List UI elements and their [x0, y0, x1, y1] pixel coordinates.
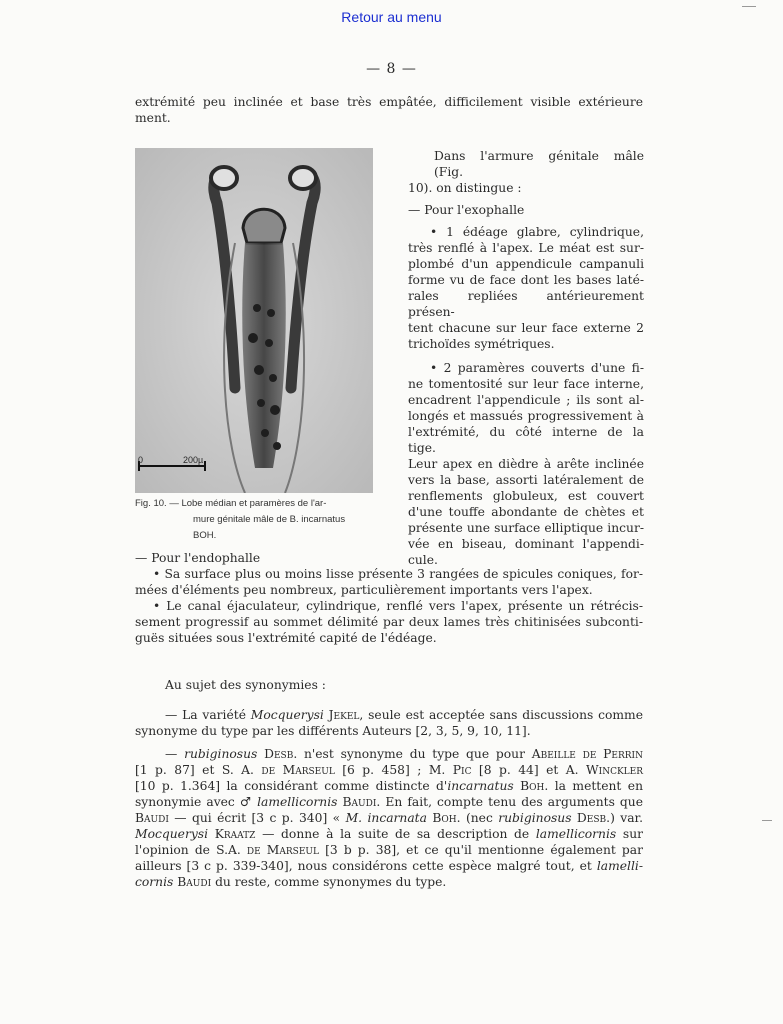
- intro-line-2: ment.: [135, 111, 171, 125]
- right-column: [408, 148, 644, 568]
- synonymies-heading: Au sujet des synonymies :: [165, 678, 326, 692]
- figure-caption-line-3: BOH.: [193, 530, 217, 541]
- endophalle-section: [135, 550, 643, 646]
- page-number: — 8 —: [366, 61, 417, 77]
- endophalle-bullet-1-line-2: mées d'éléments peu nombreux, particulièrement importants vers l'apex.: [135, 583, 593, 597]
- scan-mark-right: [762, 820, 772, 821]
- scale-zero: 0: [138, 455, 144, 465]
- exophalle-paragraph-2: • 2 paramères couverts d'une fi- ne tomentosité sur leur face interne, encadrent l'appendicule ; ils sont al- longés et massués progressivement à l'extrémité, du côté interne de la tige. Leur apex en dièdre à arête inclinée vers la base, assorti latéralement de renflements globuleux, est couvert d'une touffe abondante de chètes et présente une surface elliptique incur- vée en biseau, dominant l'appendi- cule.: [408, 361, 644, 567]
- figure-caption-line-2: mure génitale mâle de B. incarnatus: [193, 514, 346, 525]
- figure-caption-line-1: Fig. 10. — Lobe médian et paramères de l'ar-: [135, 498, 327, 509]
- endophalle-heading: — Pour l'endophalle: [135, 551, 261, 565]
- endophalle-bullet-2-line-2: sement progressif au sommet délimité par deux lames très chitinisées subconti-: [135, 615, 643, 629]
- synonymies-paragraph-1: — La variété Mocquerysi Jekel, seule est acceptée sans discussions comme synonyme du type par les différents Auteurs [2, 3, 5, 9, 10, 11].: [135, 708, 643, 738]
- figure-10-photo: [135, 148, 373, 493]
- synonymies-paragraph-2: — rubiginosus Desb. n'est synonyme du type que pour Abeille de Perrin [1 p. 87] et S. A. de Marseul [6 p. 458] ; M. Pic [8 p. 44] et A. Winckler [10 p. 1.364] la considérant comme distincte d'incarnatus Boh. la mettent en synonymie avec ♂ lamellicornis Baudi. En fait, compte tenu des arguments que Baudi — qui écrit [3 c p. 340] « M. incarnata Boh. (nec rubiginosus Desb.) var. Mocquerysi Kraatz — donne à la suite de sa description de lamellicornis sur l'opinion de S.A. de Marseul [3 b p. 38], et ce qu'il mentionne également par ailleurs [3 c p. 339-340], nous considérons cette espèce malgré tout, et lamelli- cornis Baudi du reste, comme synonymes du type.: [135, 747, 644, 889]
- scale-label: 200µ: [183, 455, 204, 465]
- endophalle-bullet-2-line-3: guës situées sous l'extrémité capité de l'édéage.: [135, 631, 437, 645]
- lead-line-2: 10). on distingue :: [408, 181, 522, 195]
- endophalle-bullet-1-line-1: • Sa surface plus ou moins lisse présente 3 rangées de spicules coniques, for-: [153, 567, 643, 581]
- aedeagus-micrograph: [135, 148, 373, 493]
- scan-mark-top: [742, 6, 756, 7]
- intro-line-1: extrémité peu inclinée et base très empâtée, difficilement visible extérieure: [135, 95, 643, 109]
- exophalle-heading: — Pour l'exophalle: [408, 203, 525, 217]
- exophalle-paragraph-1: • 1 édéage glabre, cylindrique, très renflé à l'apex. Le méat est sur- plombé d'un appendicule campanuli forme vu de face dont les bases laté- rales repliées antérieurement présen- tent chacune sur leur face externe 2 trichoïdes symétriques.: [408, 225, 644, 351]
- endophalle-bullet-2-line-1: • Le canal éjaculateur, cylindrique, renflé vers l'apex, présente un rétrécis-: [153, 599, 643, 613]
- lead-line-1: Dans l'armure génitale mâle (Fig.: [434, 149, 644, 179]
- back-to-menu-link[interactable]: Retour au menu: [341, 9, 442, 25]
